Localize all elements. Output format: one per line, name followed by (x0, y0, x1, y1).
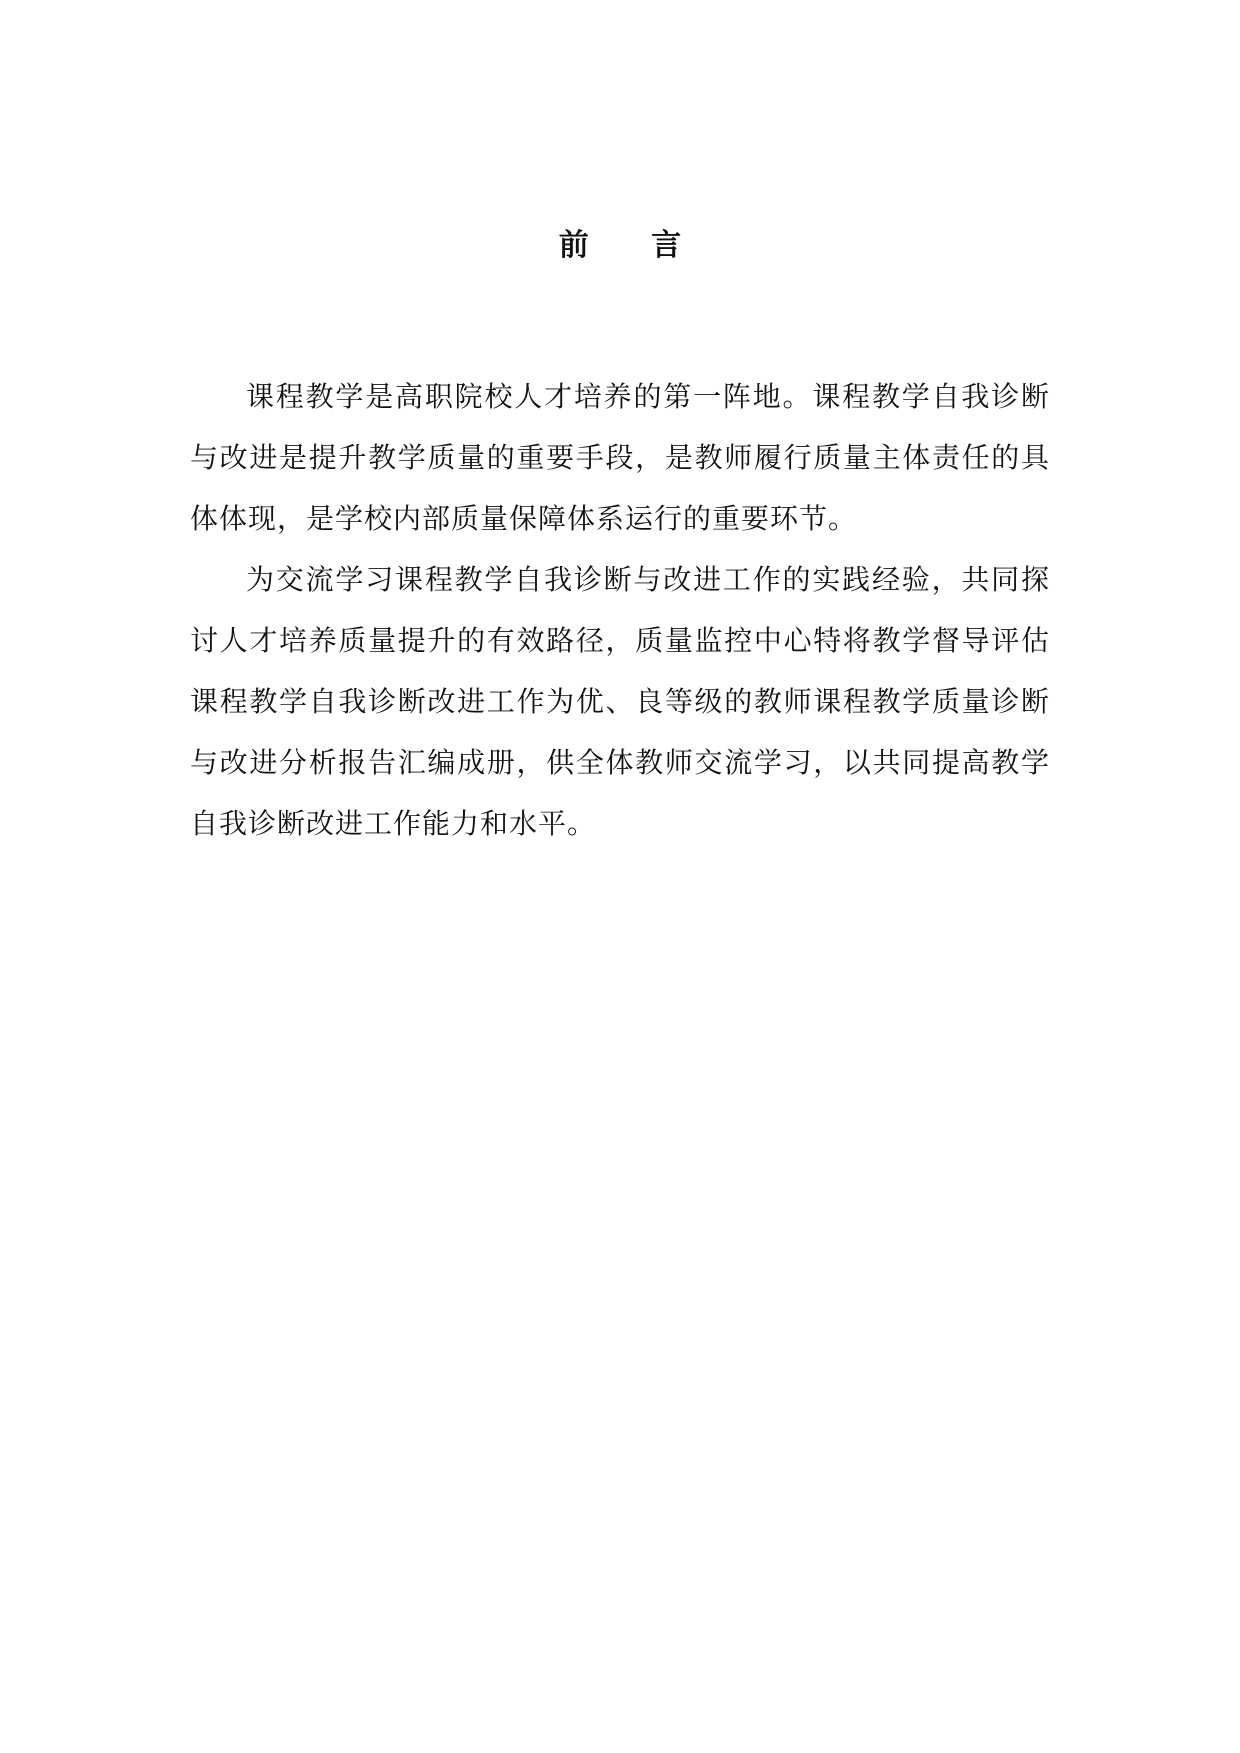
paragraph-1: 课程教学是高职院校人才培养的第一阵地。课程教学自我诊断与改进是提升教学质量的重要手段，是教师履行质量主体责任的具体体现，是学校内部质量保障体系运行的重要环节。 (190, 380, 1050, 535)
page-title: 前 言 (558, 228, 708, 263)
preface-body (190, 366, 1050, 854)
paragraph-2: 为交流学习课程教学自我诊断与改进工作的实践经验，共同探讨人才培养质量提升的有效路径，质量监控中心特将教学督导评估课程教学自我诊断改进工作为优、良等级的教师课程教学质量诊断与改进分析报告汇编成册，供全体教师交流学习，以共同提高教学自我诊断改进工作能力和水平。 (190, 563, 1050, 840)
